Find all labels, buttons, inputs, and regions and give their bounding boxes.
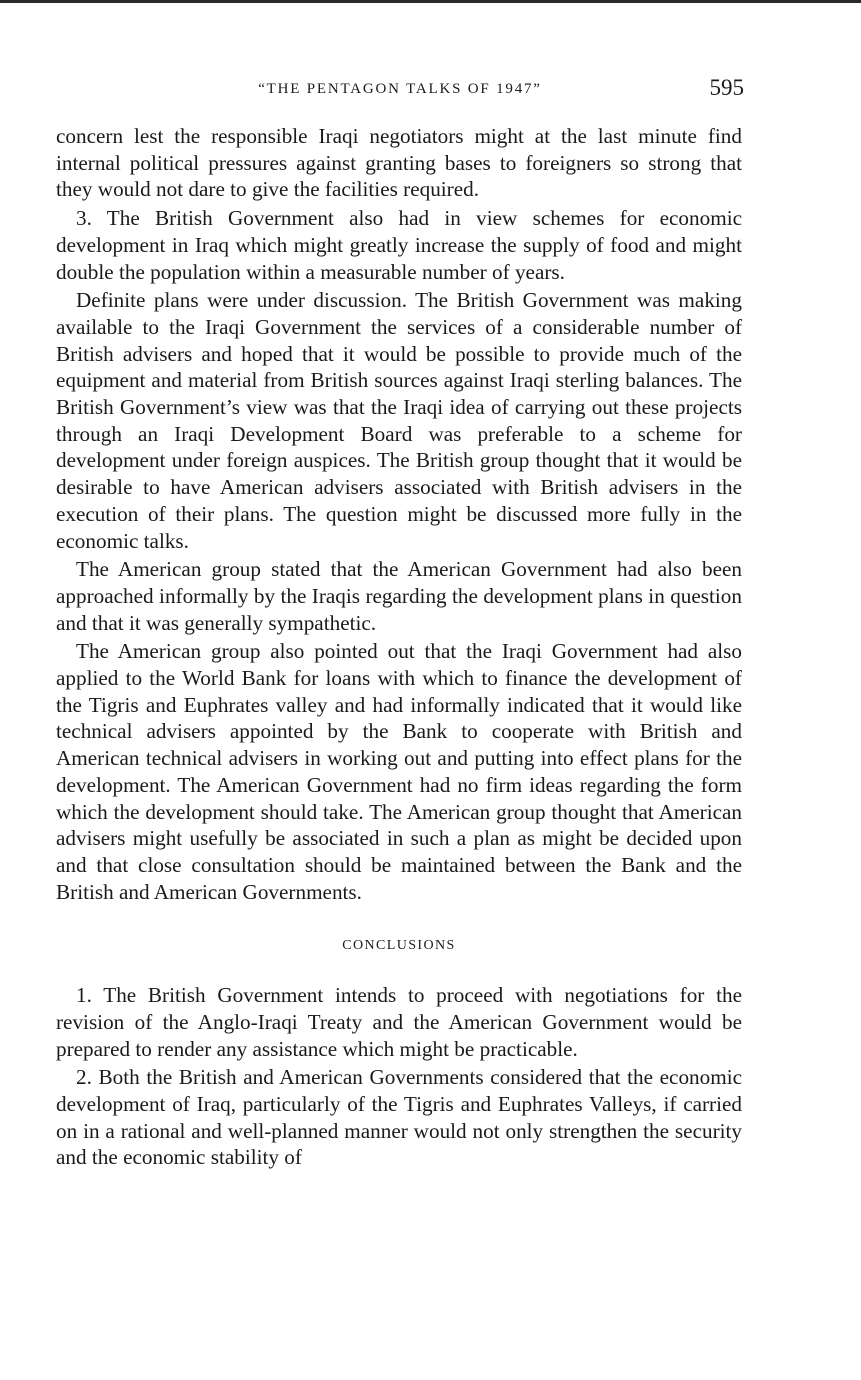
paragraph-continuation: concern lest the responsible Iraqi negotiators might at the last minute find internal political pressures against granting bases to foreigners so strong that they would not dare to give the facilities required. — [56, 124, 742, 202]
conclusion-item: 2. Both the British and American Governments considered that the economic development of Iraq, particularly of the Tigris and Euphrates Valleys, if carried on in a rational and well-planned manner would not only strengthen the security and the economic stability of — [56, 1065, 742, 1170]
paragraph: 3. The British Government also had in view schemes for economic development in Iraq which might greatly increase the supply of food and might double the population within a measurable number of years. — [56, 206, 742, 284]
conclusion-item: 1. The British Government intends to proceed with negotiations for the revision of the Anglo-Iraqi Treaty and the American Government would be prepared to render any assistance which might be practicable. — [56, 983, 742, 1061]
page-number: 595 — [709, 75, 744, 100]
page-body — [56, 123, 742, 1173]
running-title: “THE PENTAGON TALKS OF 1947” — [258, 81, 542, 97]
page-top-rule — [0, 0, 861, 3]
paragraph: Definite plans were under discussion. The British Government was making available to the Iraqi Government the services of a considerable number of British advisers and hoped that it would be possible to provide much of the equipment and material from British sources against Iraqi sterling balances. The British Government’s view was that the Iraqi idea of carrying out these projects through an Iraqi Development Board was preferable to a scheme for development under foreign auspices. The British group thought that it would be desirable to have American advisers associated with British advisers in the execution of their plans. The question might be discussed more fully in the economic talks. — [56, 288, 742, 553]
running-header — [56, 76, 744, 106]
paragraph: The American group stated that the American Government had also been approached informally by the Iraqis regarding the development plans in question and that it was generally sympathetic. — [56, 557, 742, 635]
section-heading-conclusions: CONCLUSIONS — [342, 938, 456, 954]
paragraph: The American group also pointed out that the Iraqi Government had also applied to the World Bank for loans with which to finance the development of the Tigris and Euphrates valley and had informally indicated that it would like technical advisers appointed by the Bank to cooperate with British and American technical advisers in working out and putting into effect plans for the development. The American Government had no firm ideas regarding the form which the development should take. The American group thought that American advisers might usefully be associated in such a plan as might be decided upon and that close consultation should be maintained between the Bank and the British and American Governments. — [56, 639, 742, 904]
